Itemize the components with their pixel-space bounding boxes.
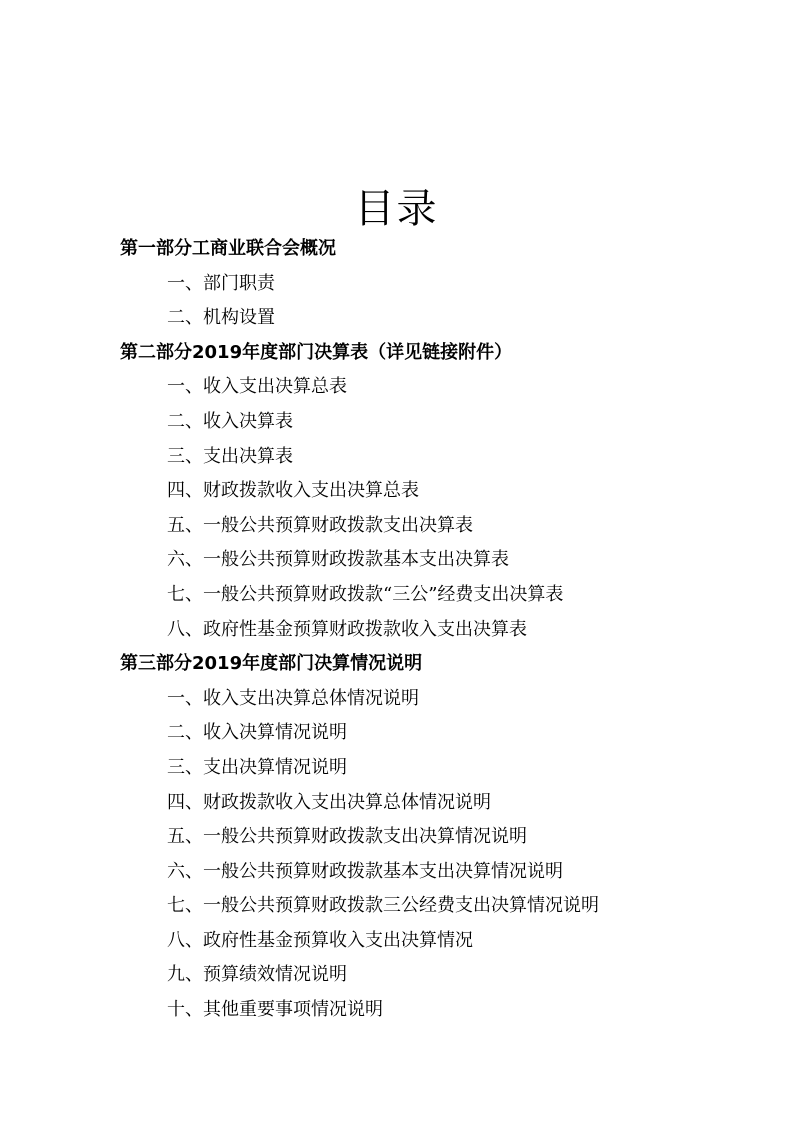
toc-item[interactable]: 八、政府性基金预算收入支出决算情况 bbox=[167, 929, 473, 951]
toc-section-heading[interactable]: 第二部分2019年度部门决算表（详见链接附件） bbox=[120, 341, 513, 363]
toc-item[interactable]: 二、收入决算表 bbox=[167, 410, 293, 432]
toc-item[interactable]: 五、一般公共预算财政拨款支出决算情况说明 bbox=[167, 826, 527, 848]
toc-item[interactable]: 三、支出决算情况说明 bbox=[167, 756, 347, 778]
toc-item[interactable]: 四、财政拨款收入支出决算总表 bbox=[167, 480, 419, 502]
toc-item[interactable]: 六、一般公共预算财政拨款基本支出决算表 bbox=[167, 549, 509, 571]
toc-item[interactable]: 五、一般公共预算财政拨款支出决算表 bbox=[167, 514, 473, 536]
toc-item[interactable]: 九、预算绩效情况说明 bbox=[167, 964, 347, 986]
toc-item[interactable]: 十、其他重要事项情况说明 bbox=[167, 999, 383, 1021]
table-of-contents bbox=[0, 232, 793, 1028]
toc-item[interactable]: 二、收入决算情况说明 bbox=[167, 722, 347, 744]
toc-section-heading[interactable]: 第一部分工商业联合会概况 bbox=[120, 238, 336, 259]
toc-section-heading[interactable]: 第三部分2019年度部门决算情况说明 bbox=[120, 653, 423, 675]
toc-item[interactable]: 三、支出决算表 bbox=[167, 445, 293, 467]
toc-item[interactable]: 二、机构设置 bbox=[167, 307, 275, 329]
toc-item[interactable]: 一、部门职责 bbox=[167, 272, 275, 294]
toc-item[interactable]: 一、收入支出决算总体情况说明 bbox=[167, 687, 419, 709]
toc-item[interactable]: 七、一般公共预算财政拨款“三公”经费支出决算表 bbox=[167, 583, 564, 605]
toc-item[interactable]: 八、政府性基金预算财政拨款收入支出决算表 bbox=[167, 618, 527, 640]
toc-item[interactable]: 一、收入支出决算总表 bbox=[167, 376, 347, 398]
page-title: 目录 bbox=[354, 186, 439, 232]
toc-item[interactable]: 六、一般公共预算财政拨款基本支出决算情况说明 bbox=[167, 860, 563, 882]
toc-item[interactable]: 七、一般公共预算财政拨款三公经费支出决算情况说明 bbox=[167, 895, 599, 917]
toc-item[interactable]: 四、财政拨款收入支出决算总体情况说明 bbox=[167, 791, 491, 813]
